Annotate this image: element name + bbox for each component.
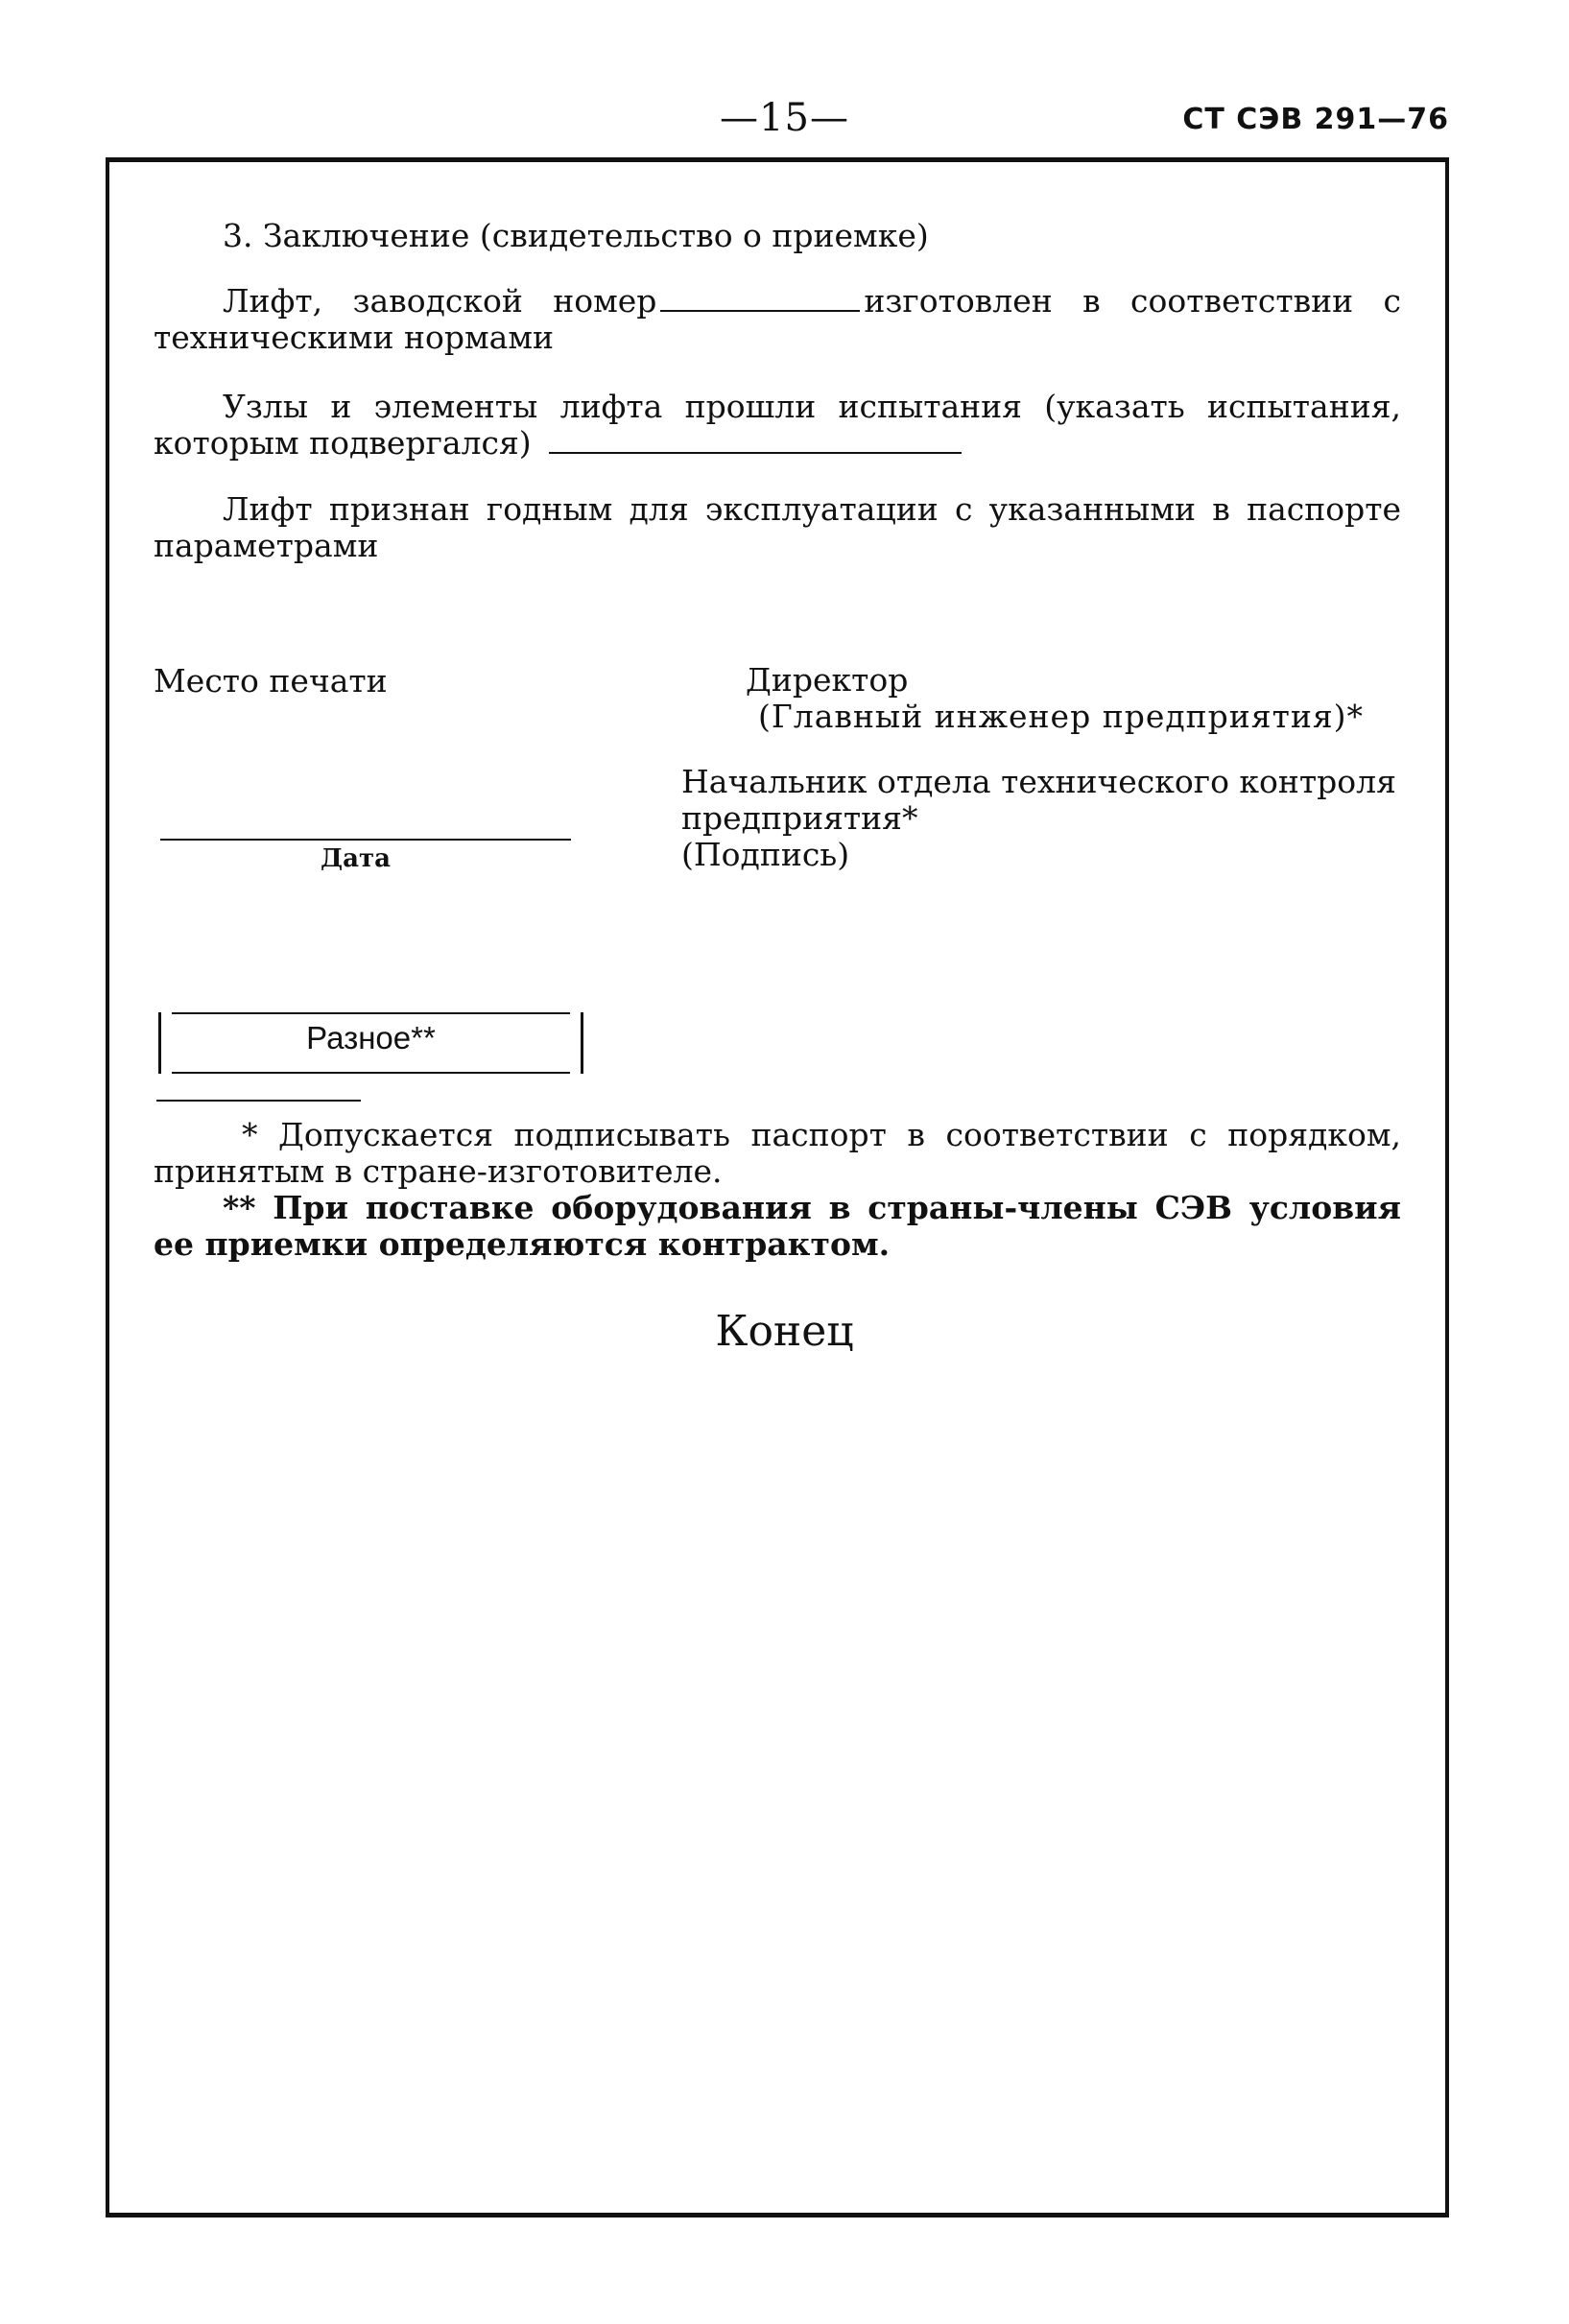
signature-label: (Подпись): [681, 836, 850, 873]
otk-signature-block: [681, 764, 1396, 873]
frame-left-border: [106, 157, 109, 2217]
footnote-1: * Допускается подписывать паспорт в соответствии с порядком, принятым в стране-изготовителе.: [154, 1116, 1401, 1190]
lift-number-blank: [660, 310, 860, 312]
misc-box: [158, 1012, 583, 1074]
end-mark: Конец: [715, 1307, 854, 1356]
tests-blank: [549, 452, 962, 454]
footnote-rule: [156, 1100, 361, 1102]
standard-code: СТ СЭВ 291—76: [1182, 103, 1449, 136]
lift-number-paragraph: [154, 283, 1401, 356]
frame-top-border: [106, 157, 1449, 162]
otk-title-line1: Начальник отдела технического контроля: [681, 763, 1396, 800]
footnote-2-text: ** При поставке оборудования в страны-члены СЭВ условия ее приемки определяются контрактом.: [154, 1189, 1401, 1263]
approval-paragraph: Лифт признан годным для эксплуатации с указанными в паспорте параметрами: [154, 490, 1401, 564]
page-number: —15—: [720, 96, 849, 140]
tests-paragraph: [154, 389, 1401, 462]
lift-intro-text: Лифт, заводской номер: [223, 282, 657, 320]
director-label: Директор: [746, 661, 909, 699]
misc-box-bottom-border: [172, 1072, 570, 1074]
otk-title-line2: предприятия*: [681, 799, 918, 837]
footnote-2: [154, 1190, 1401, 1263]
chief-engineer-label: (Главный инженер предприятия)*: [758, 698, 1365, 735]
section-title: 3. Заключение (свидетельство о приемке): [223, 217, 929, 254]
date-line: [160, 839, 571, 841]
tests-text: Узлы и элементы лифта прошли испытания (указать испытания, которым подвергался): [154, 388, 1401, 462]
misc-box-label: Разное**: [306, 1020, 436, 1055]
misc-box-top-border: [172, 1012, 570, 1014]
frame-bottom-border: [106, 2213, 1449, 2217]
lift-rest-text: изготовлен в соответствии с техническими нормами: [154, 282, 1401, 356]
frame-right-border: [1445, 157, 1449, 2217]
date-label: Дата: [321, 844, 391, 873]
stamp-place-label: Место печати: [154, 662, 388, 700]
